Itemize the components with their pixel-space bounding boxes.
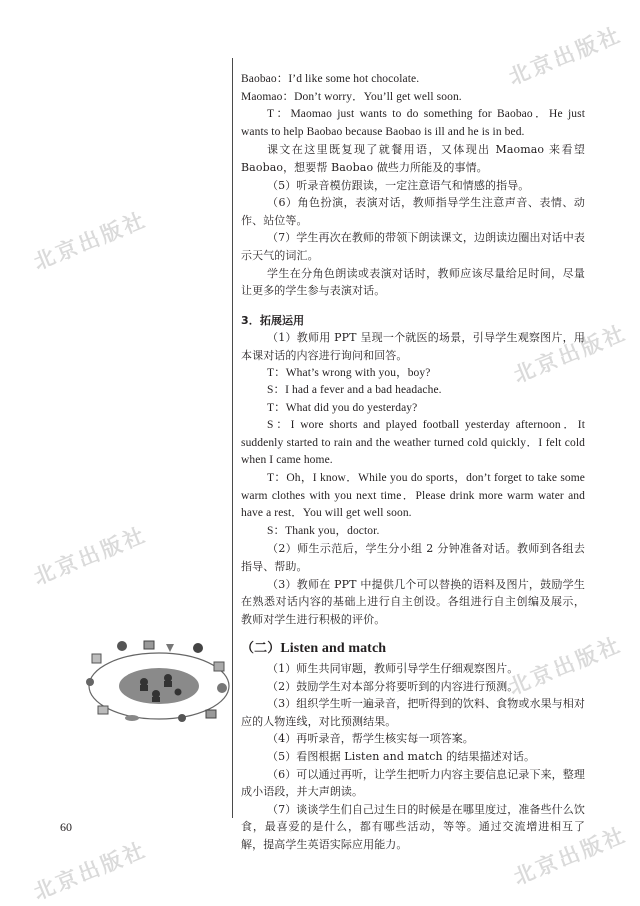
listen-and-match-heading bbox=[241, 640, 585, 658]
page-number: 60 bbox=[60, 820, 72, 834]
publisher-watermark: 北京出版社 bbox=[30, 207, 151, 275]
list-item: （1）师生共同审题，教师引导学生仔细观察图片。 bbox=[267, 662, 519, 675]
heading-prefix: （二） bbox=[241, 641, 281, 657]
paragraph: （2）师生示范后，学生分小组 2 分钟准备对话。教师到各组去指导、帮助。 bbox=[241, 542, 585, 574]
publisher-watermark: 北京出版社 bbox=[30, 522, 151, 590]
section-heading: 3．拓展运用 bbox=[241, 313, 305, 327]
dialogue-line: T：Maomao just wants to do something for Baobao．He just wants to help Baobao because Baobao is ill and he is in bed. bbox=[241, 108, 585, 138]
page-body bbox=[241, 71, 585, 854]
publisher-watermark: 北京出版社 bbox=[30, 837, 151, 905]
list-item: （3）组织学生听一遍录音，把听得到的饮料、食物或水果与相对应的人物连线，对比预测结果。 bbox=[241, 697, 585, 728]
dialogue-line: T：What did you do yesterday? bbox=[267, 401, 418, 414]
margin-rule bbox=[232, 58, 233, 818]
publisher-watermark: 北京出版社 bbox=[505, 632, 626, 700]
list-item: （7）谈谈学生们自己过生日的时候是在哪里度过，准备些什么饮食，最喜爱的是什么，都有哪些活动，等等。通过交流增进相互了解，提高学生英语实际应用能力。 bbox=[241, 802, 585, 851]
dialogue-line: Baobao：I’d like some hot chocolate. bbox=[241, 73, 420, 85]
dialogue-line: S：Thank you，doctor. bbox=[267, 524, 380, 537]
party-table-illustration bbox=[86, 640, 232, 722]
paragraph: （6）角色扮演，表演对话，教师指导学生注意声音、表情、动作、站位等。 bbox=[241, 196, 585, 227]
paragraph: （1）教师用 PPT 呈现一个就医的场景，引导学生观察图片，用本课对话的内容进行询问和回答。 bbox=[241, 331, 585, 362]
list-item: （2）鼓励学生对本部分将要听到的内容进行预测。 bbox=[267, 679, 519, 693]
list-item: （5）看图根据 Listen and match 的结果描述对话。 bbox=[267, 749, 536, 763]
heading-title: Listen and match bbox=[280, 641, 387, 657]
dialogue-line: T：Oh，I know．While you do sports，don’t forget to take some warm clothes with you next time．Please drink more warm water and have a rest．You will get well soon. bbox=[241, 472, 585, 520]
paragraph: （3）教师在 PPT 中提供几个可以替换的语料及图片，鼓励学生在熟悉对话内容的基础上进行自主创设。各组进行自主创编及展示，教师对学生进行积极的评价。 bbox=[241, 577, 585, 626]
dialogue-line: S：I wore shorts and played football yesterday afternoon．It suddenly started to rain and the weather turned cold quickly．I felt cold when I came home. bbox=[241, 419, 585, 467]
paragraph: 课文在这里既复现了就餐用语，又体现出 Maomao 来看望 Baobao，想要帮 Baobao 做些力所能及的事情。 bbox=[241, 143, 585, 174]
publisher-watermark: 北京出版社 bbox=[510, 320, 631, 388]
paragraph: （5）听录音模仿跟读，一定注意语气和情感的指导。 bbox=[267, 178, 530, 192]
list-item: （6）可以通过再听，让学生把听力内容主要信息记录下来，整理成小语段，并大声朗读。 bbox=[241, 767, 585, 799]
dialogue-line: T：What’s wrong with you，boy? bbox=[267, 366, 431, 379]
dialogue-line: Maomao：Don’t worry．You’ll get well soon. bbox=[241, 90, 462, 103]
dialogue-line: S：I had a fever and a bad headache. bbox=[267, 384, 442, 397]
publisher-watermark: 北京出版社 bbox=[510, 822, 631, 890]
list-item: （4）再听录音，帮学生核实每一项答案。 bbox=[267, 732, 474, 746]
paragraph: （7）学生再次在教师的带领下朗读课文，边朗读边圈出对话中表示天气的词汇。 bbox=[241, 231, 585, 262]
paragraph: 学生在分角色朗读或表演对话时，教师应该尽量给足时间，尽量让更多的学生参与表演对话。 bbox=[241, 266, 585, 298]
publisher-watermark: 北京出版社 bbox=[505, 22, 626, 90]
